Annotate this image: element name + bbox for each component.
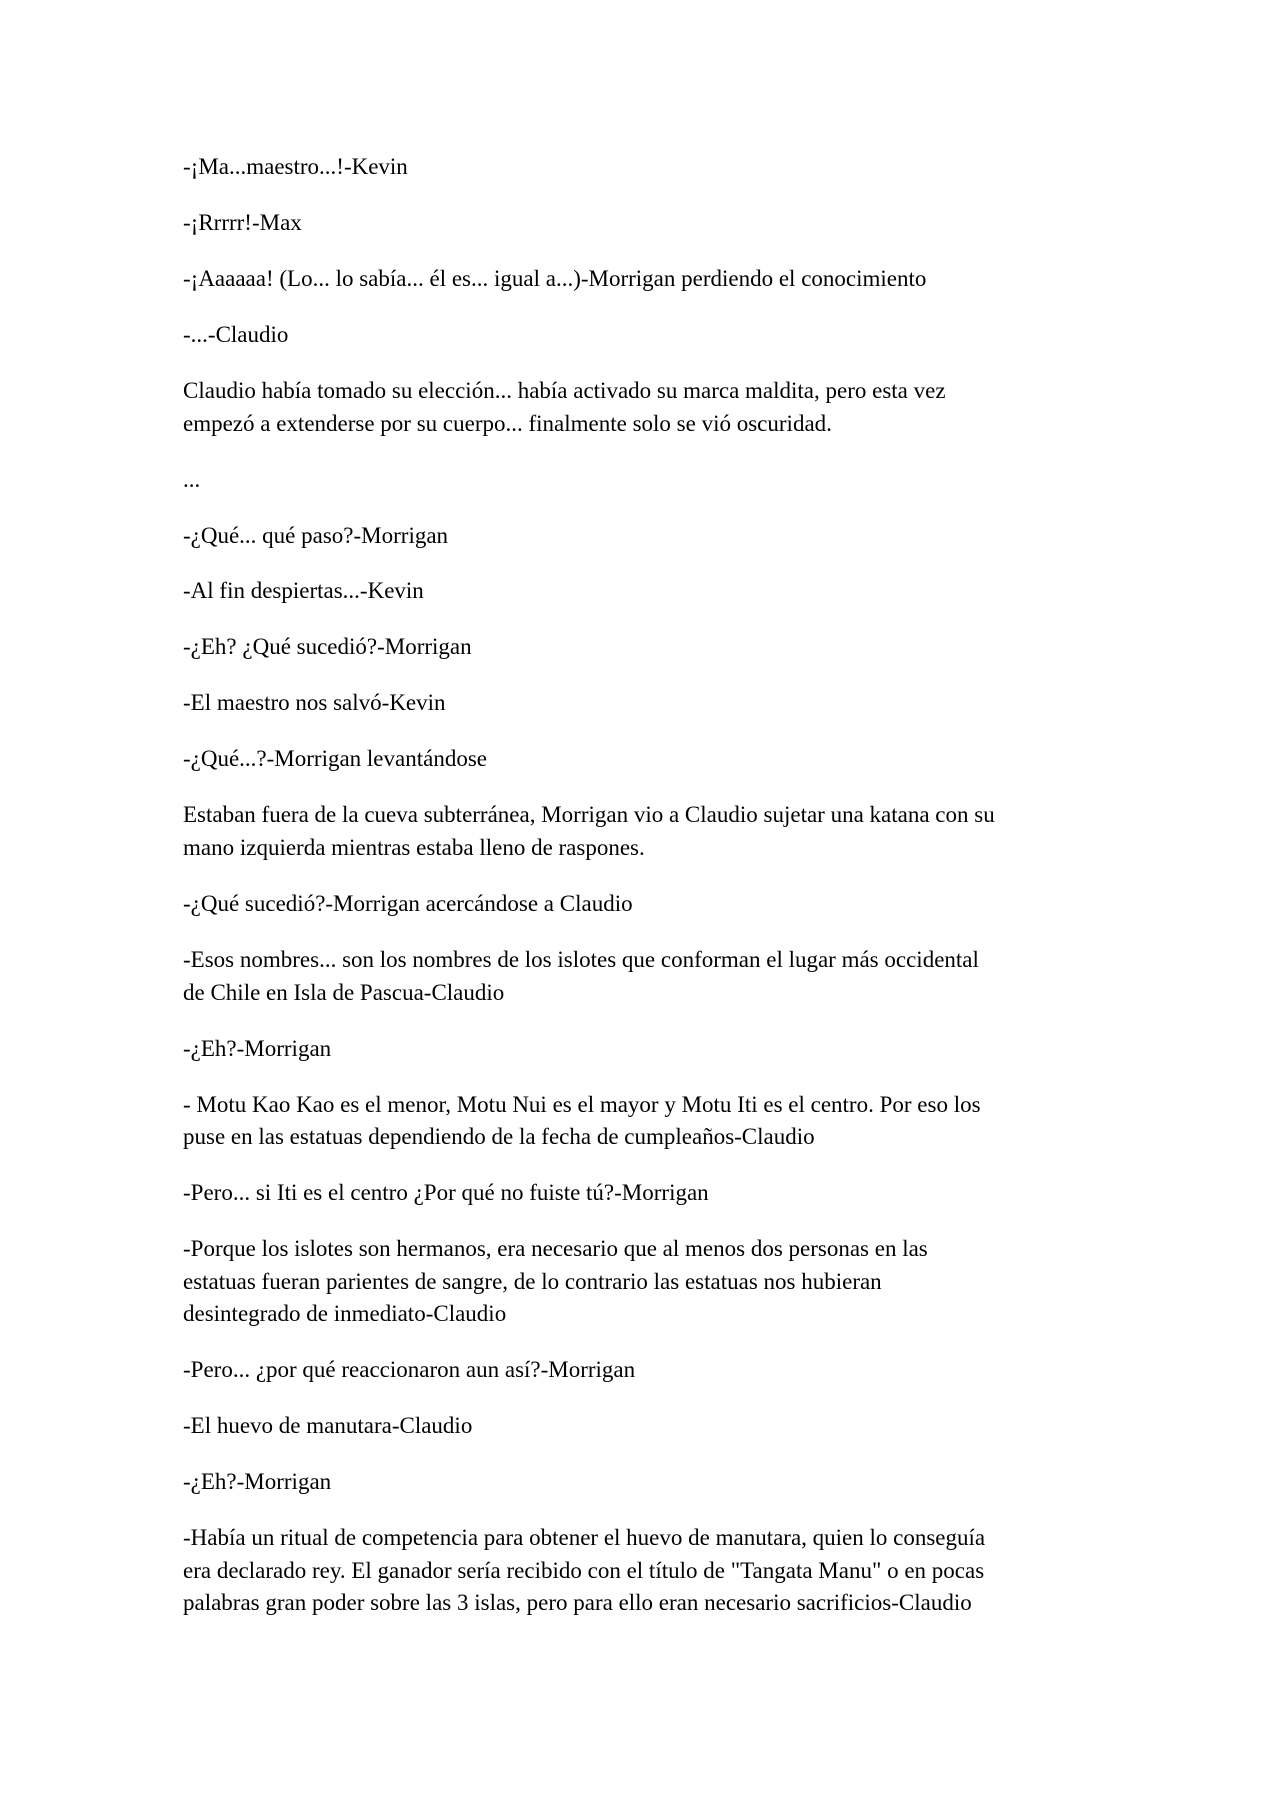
paragraph: ... [183, 466, 201, 492]
document-body [183, 151, 1200, 1620]
paragraph: -¡Aaaaaa! (Lo... lo sabía... él es... igual a...)-Morrigan perdiendo el conocimiento [183, 265, 927, 291]
paragraph: -...-Claudio [183, 321, 289, 347]
paragraph: -Esos nombres... son los nombres de los islotes que conforman el lugar más occidental de Chile en Isla de Pascua-Claudio [183, 946, 979, 1005]
paragraph: -El huevo de manutara-Claudio [183, 1413, 473, 1439]
paragraph: -¿Qué...?-Morrigan levantándose [183, 746, 487, 772]
paragraph: -Había un ritual de competencia para obtener el huevo de manutara, quien lo conseguía era declarado rey. El ganador sería recibido con el título de "Tangata Manu" o en pocas palabras gran poder sobre las 3 islas, pero para ello eran necesario sacrificios-Claudio [183, 1525, 986, 1616]
paragraph: -¡Rrrrr!-Max [183, 209, 302, 235]
paragraph: -Porque los islotes son hermanos, era necesario que al menos dos personas en las estatuas fueran parientes de sangre, de lo contrario las estatuas nos hubieran desintegrado de inmediato-Claudio [183, 1236, 928, 1327]
paragraph: - Motu Kao Kao es el menor, Motu Nui es el mayor y Motu Iti es el centro. Por eso los puse en las estatuas dependiendo de la fecha de cumpleaños-Claudio [183, 1091, 981, 1150]
paragraph: -Al fin despiertas...-Kevin [183, 578, 424, 604]
paragraph: -¿Qué... qué paso?-Morrigan [183, 522, 449, 548]
paragraph: Estaban fuera de la cueva subterránea, Morrigan vio a Claudio sujetar una katana con su mano izquierda mientras estaba lleno de raspones. [183, 802, 995, 861]
paragraph: Claudio había tomado su elección... había activado su marca maldita, pero esta vez empezó a extenderse por su cuerpo... finalmente solo se vió oscuridad. [183, 377, 946, 436]
paragraph: -¿Eh?-Morrigan [183, 1469, 332, 1495]
paragraph: -Pero... si Iti es el centro ¿Por qué no fuiste tú?-Morrigan [183, 1180, 709, 1206]
paragraph: -El maestro nos salvó-Kevin [183, 690, 446, 716]
paragraph: -¿Eh?-Morrigan [183, 1035, 332, 1061]
paragraph: -Pero... ¿por qué reaccionaron aun así?-Morrigan [183, 1357, 636, 1383]
paragraph: -¿Eh? ¿Qué sucedió?-Morrigan [183, 634, 472, 660]
paragraph: -¿Qué sucedió?-Morrigan acercándose a Claudio [183, 891, 633, 916]
paragraph: -¡Ma...maestro...!-Kevin [183, 154, 408, 179]
